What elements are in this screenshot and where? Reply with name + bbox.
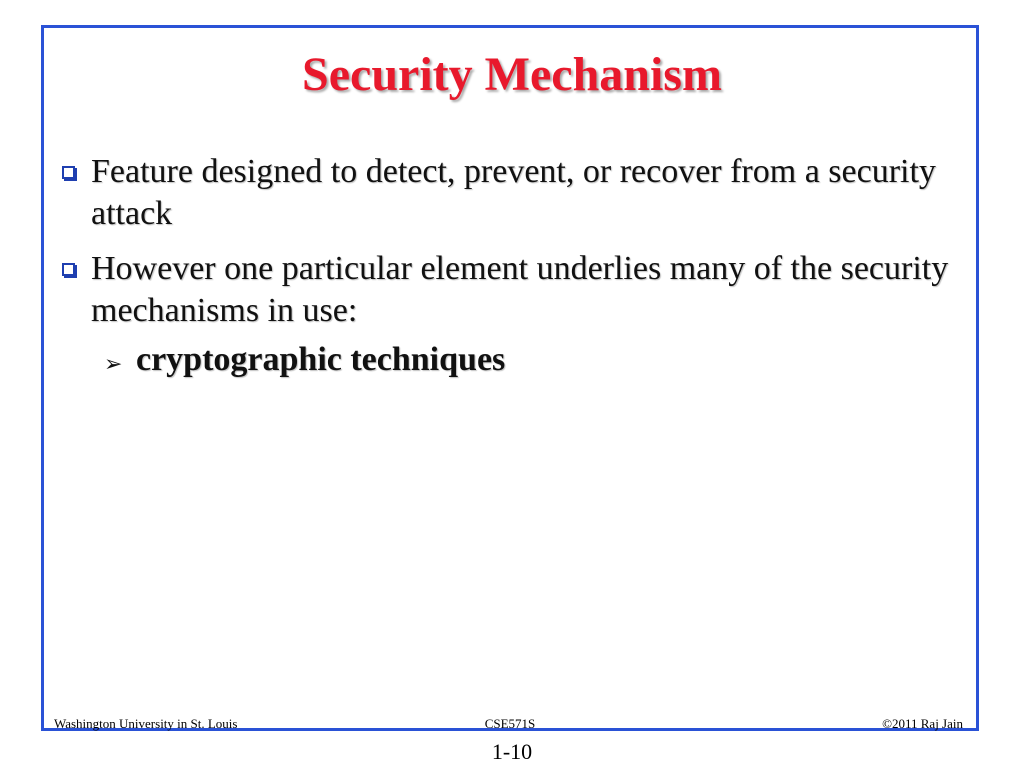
bullet-list: [60, 151, 960, 381]
slide-title: Security Mechanism: [302, 48, 722, 101]
hollow-square-bullet-icon: [62, 166, 75, 179]
footer-institution: Washington University in St. Louis: [54, 716, 238, 731]
bullet-text: Feature designed to detect, prevent, or recover from a security attack: [91, 153, 936, 232]
hollow-square-bullet-icon: [62, 263, 75, 276]
footer-course: CSE571S: [484, 716, 536, 731]
bullet-item: [60, 248, 960, 332]
page-number: 1-10: [491, 739, 533, 764]
footer-copyright: ©2011 Raj Jain: [882, 716, 963, 731]
bullet-text: However one particular element underlies many of the security mechanisms in use:: [91, 250, 949, 329]
arrowhead-bullet-icon: ➢: [104, 351, 123, 376]
bullet-item: [60, 151, 960, 235]
sub-bullet-text: cryptographic techniques: [136, 341, 506, 378]
sub-bullet-item: [60, 339, 960, 381]
